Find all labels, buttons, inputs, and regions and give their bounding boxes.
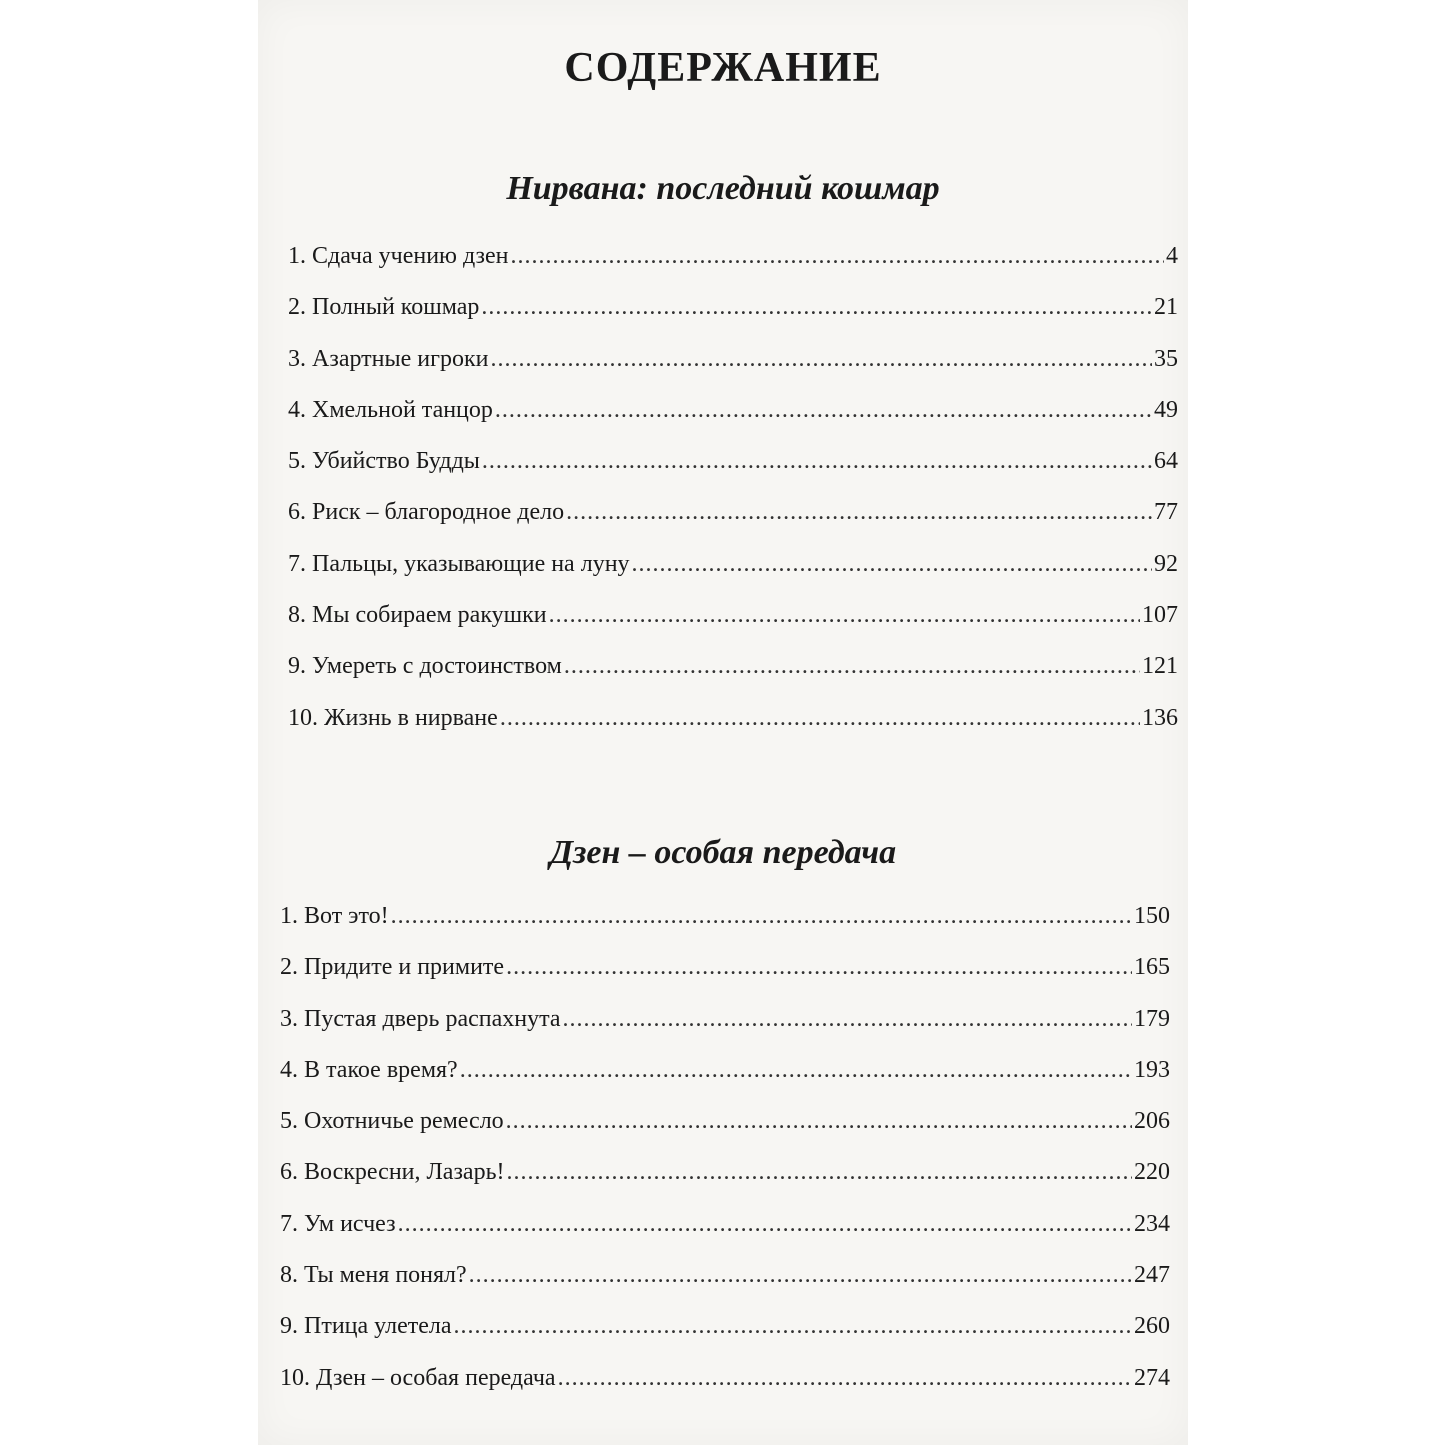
dot-leader: [482, 448, 1152, 475]
toc-entry: [288, 705, 1178, 756]
entry-title: 10. Жизнь в нирване: [288, 704, 498, 731]
entry-page: 206: [1134, 1108, 1170, 1135]
entry-title: 9. Умереть с достоинством: [288, 653, 562, 680]
toc-entry: [288, 653, 1178, 704]
dot-leader: [398, 1211, 1132, 1238]
entry-title: 4. В такое время?: [280, 1056, 458, 1083]
entry-title: 6. Риск – благородное дело: [288, 499, 565, 526]
entry-page: 49: [1154, 396, 1178, 423]
entry-page: 260: [1134, 1313, 1170, 1340]
toc-entry: [288, 551, 1178, 602]
toc-entry: [288, 448, 1178, 499]
entry-page: 4: [1166, 243, 1178, 269]
entry-title: 5. Убийство Будды: [288, 448, 480, 475]
entry-title: 9. Птица улетела: [280, 1313, 452, 1340]
entry-page: 107: [1142, 602, 1178, 629]
toc-entry: [288, 346, 1178, 397]
entry-page: 165: [1134, 954, 1170, 981]
dot-leader: [566, 499, 1152, 526]
entry-title: 8. Мы собираем ракушки: [288, 602, 547, 629]
entry-title: 8. Ты меня понял?: [280, 1262, 467, 1289]
entry-page: 92: [1154, 550, 1178, 577]
section-title-nirvana: Нирвана: последний кошмар: [506, 170, 940, 207]
entry-title: 7. Пальцы, указывающие на луну: [288, 550, 630, 577]
page-title: СОДЕРЖАНИЕ: [564, 45, 882, 91]
toc-entry: [280, 1365, 1170, 1416]
toc-entry: [280, 954, 1170, 1005]
entry-title: 2. Придите и примите: [280, 954, 505, 981]
entry-page: 274: [1134, 1364, 1170, 1391]
dot-leader: [490, 346, 1152, 373]
entry-title: 5. Охотничье ремесло: [280, 1108, 504, 1135]
entry-page: 247: [1134, 1262, 1170, 1289]
entry-title: 4. Хмельной танцор: [288, 396, 493, 423]
toc-entry: [288, 243, 1178, 294]
dot-leader: [481, 294, 1152, 321]
dot-leader: [500, 705, 1140, 732]
toc-entry: [288, 602, 1178, 653]
toc-entry: [280, 1262, 1170, 1313]
dot-leader: [454, 1313, 1132, 1340]
book-page: [258, 0, 1188, 1445]
entry-page: 121: [1142, 653, 1178, 680]
toc-entry: [288, 397, 1178, 448]
entry-title: 1. Сдача учению дзен: [288, 243, 509, 269]
toc-entry: [280, 1211, 1170, 1262]
toc-entry: [288, 499, 1178, 550]
dot-leader: [564, 653, 1140, 680]
toc-entry: [288, 294, 1178, 345]
toc-entry: [280, 1313, 1170, 1364]
entry-page: 64: [1154, 448, 1178, 475]
entry-page: 193: [1134, 1056, 1170, 1083]
dot-leader: [460, 1057, 1132, 1084]
dot-leader: [510, 243, 1164, 270]
entry-title: 3. Азартные игроки: [288, 345, 489, 372]
toc-entry: [280, 1159, 1170, 1210]
dot-leader: [507, 1159, 1132, 1186]
entry-title: 6. Воскресни, Лазарь!: [280, 1159, 505, 1186]
dot-leader: [549, 602, 1140, 629]
entry-page: 234: [1134, 1210, 1170, 1237]
dot-leader: [558, 1365, 1132, 1392]
entry-title: 1. Вот это!: [280, 903, 389, 929]
entry-page: 220: [1134, 1159, 1170, 1186]
dot-leader: [506, 954, 1132, 981]
toc-entry: [280, 903, 1170, 954]
dot-leader: [632, 551, 1152, 578]
entry-title: 2. Полный кошмар: [288, 294, 480, 321]
entry-page: 77: [1154, 499, 1178, 526]
entry-page: 35: [1154, 345, 1178, 372]
dot-leader: [391, 903, 1132, 930]
entry-title: 7. Ум исчез: [280, 1210, 396, 1237]
entry-page: 179: [1134, 1005, 1170, 1032]
dot-leader: [506, 1108, 1132, 1135]
entry-page: 21: [1154, 294, 1178, 321]
toc-list-nirvana: [288, 243, 1178, 756]
entry-title: 3. Пустая дверь распахнута: [280, 1005, 561, 1032]
section-title-zen: Дзен – особая передача: [549, 834, 897, 871]
toc-entry: [280, 1006, 1170, 1057]
dot-leader: [495, 397, 1152, 424]
dot-leader: [469, 1262, 1132, 1289]
toc-list-zen: [280, 903, 1170, 1416]
entry-page: 136: [1142, 704, 1178, 731]
toc-entry: [280, 1057, 1170, 1108]
entry-page: 150: [1134, 903, 1170, 929]
entry-title: 10. Дзен – особая передача: [280, 1364, 556, 1391]
toc-entry: [280, 1108, 1170, 1159]
dot-leader: [563, 1006, 1132, 1033]
